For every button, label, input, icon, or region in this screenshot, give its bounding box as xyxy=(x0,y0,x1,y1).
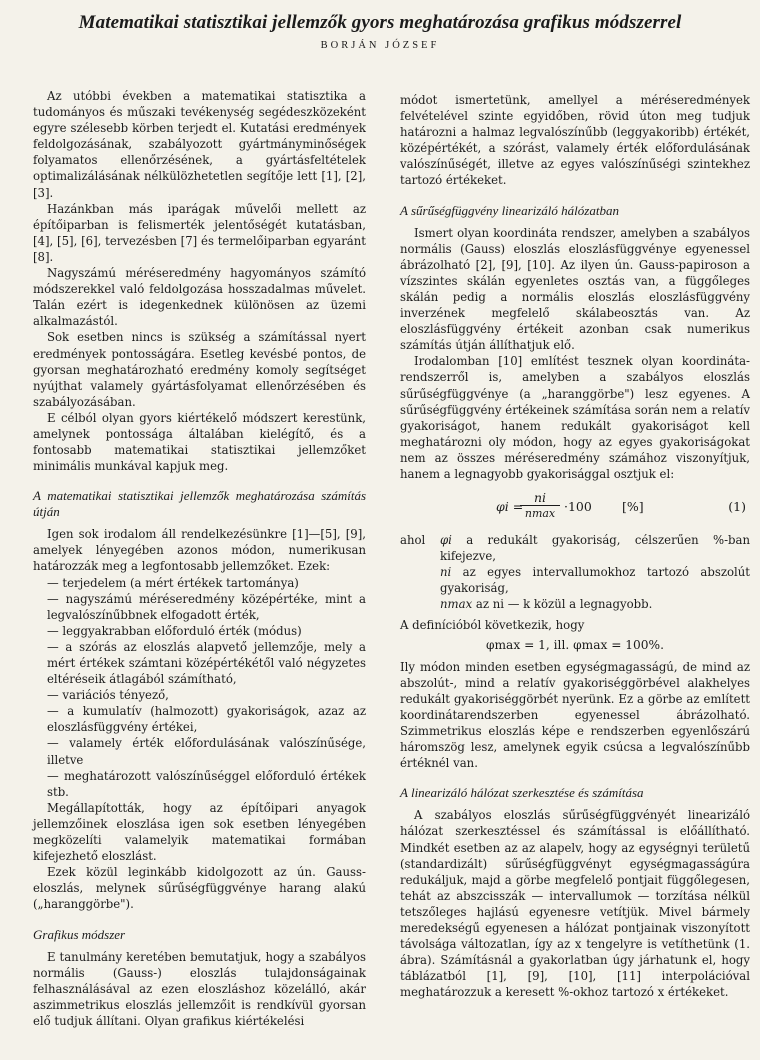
paragraph: Nagyszámú méréseredmény hagyományos számító módszerekkel való feldolgozása hosszadalmas művelet. Talán ezért is idegenkednek különösen az üzemi alkalmazástól. xyxy=(33,266,366,329)
equation-fraction xyxy=(520,490,560,521)
list-item: — nagyszámú méréseredmény középértéke, mint a legvalószínűbbnek elfogadott érték, xyxy=(47,591,366,622)
article-title: Matematikai statisztikai jellemzők gyors meghatározása grafikus módszerrel xyxy=(78,12,682,33)
symbol-definition: a redukált gyakoriság, célszerűen %-ban kifejezve, xyxy=(440,533,750,564)
list-item: — leggyakrabban előforduló érték (módus) xyxy=(47,623,302,638)
equation-unit: [%] xyxy=(622,499,644,515)
symbol: ni xyxy=(440,565,452,580)
where-row xyxy=(400,532,750,564)
paragraph: Igen sok irodalom áll rendelkezésünkre [1]—[5], [9], amelyek lényegében azonos módon, numerikusan határozzák meg a legfontosabb jellemzőket. Ezek: xyxy=(33,527,366,574)
paragraph: Ismert olyan koordináta rendszer, amelyben a szabályos normális (Gauss) eloszlás eloszlásfüggvénye egyenessel ábrázolható [2], [9], [10]. Az ilyen ún. Gauss-papiroson a vízszintes skálán egyenletes osztás van, a függőleges skálán pedig a normális eloszlás eloszlásfüggvény inverzének megfelelő skálabeosztás van. Az eloszlásfüggvény értékeit azonban csak numerikus számítás útján állíthatjuk elő. xyxy=(400,225,750,353)
list-item: — a kumulatív (halmozott) gyakoriságok, azaz az eloszlásfüggvény értékei, xyxy=(47,704,366,735)
section-heading: A linearizáló hálózat szerkesztése és számítása xyxy=(400,785,644,801)
definition-equation: φmax = 1, ill. φmax = 100%. xyxy=(485,637,665,652)
paragraph: módot ismertetünk, amellyel a méréseredmények felvételével szinte egyidőben, rövid úton meg tudjuk határozni a halmaz legvalószínűbb (leggyakoribb) értékét, középértékét, a szórást, valamely érték előfordulásának valószínűségét, illetve az egyes valószínűségi szintekhez tartozó értékeket. xyxy=(400,93,750,188)
equation-number: (1) xyxy=(728,499,746,515)
paragraph: Az utóbbi években a matematikai statisztika a tudományos és műszaki tevékenység segédeszközeként egyre szélesebb körben terjedt el. Kutatási eredmények feldolgozásának, szabályozott gyártmányminőségek folyamatos ellenőrzésének, a gyártásfeltételek optimalizálásának nélkülözhetetlen segítője lett [1], [2], [3]. xyxy=(33,89,366,200)
paragraph: Ily módon minden esetben egységmagasságú, de mind az abszolút-, mind a relatív gyakoriséggörbével alakhelyes redukált gyakoriséggörbét nyerünk. Ez a görbe az említett koordinátarendszerben egyenessel ábrázolható. Szimmetrikus eloszlás képe e rendszerben egyenlőszárú háromszög lesz, amelynek egyik csúcsa a legvalószínűbb értéknél van. xyxy=(400,659,750,771)
list-item: — variációs tényező, xyxy=(47,688,169,703)
where-row xyxy=(400,596,750,612)
section-heading: A sűrűségfüggvény linearizáló hálózatban xyxy=(400,202,619,218)
where-keyword: ahol xyxy=(400,533,426,548)
fraction-numerator: ni xyxy=(520,490,560,506)
symbol-definition: az ni — k közül a legnagyobb. xyxy=(475,597,653,612)
paragraph: E célból olyan gyors kiértékelő módszert kerestünk, amelynek pontossága általában kielégítő, és a fontosabb matematikai statisztikai jellemzőket minimális munkával kapjuk meg. xyxy=(33,410,366,474)
equation-factor: ·100 xyxy=(564,499,592,515)
symbol: nmax xyxy=(440,597,473,612)
equation-1 xyxy=(400,490,750,524)
section-heading: Grafikus módszer xyxy=(33,926,126,942)
paragraph: Ezek közül leginkább kidolgozott az ún. Gauss-eloszlás, melynek sűrűségfüggvénye harang alakú („haranggörbe"). xyxy=(33,865,366,912)
section-heading: A matematikai statisztikai jellemzők meghatározása számítás útján xyxy=(33,488,366,520)
paragraph: A definícióból következik, hogy xyxy=(400,617,585,632)
right-column xyxy=(400,92,750,1001)
equation-lhs: φi = xyxy=(496,499,524,515)
paragraph: Hazánkban más iparágak művelői mellett az építőiparban is felismerték jelentőségét kutatásban, [4], [5], [6], tervezésben [7] és termelőiparban egyaránt [8]. xyxy=(33,201,366,264)
paragraph: Sok esetben nincs is szükség a számítással nyert eredmények pontosságára. Esetleg kevésbé pontos, de gyorsan meghatározható eredmény komoly segítséget nyújthat valamely gyártásfolyamat ellenőrzésében és szabályozásában. xyxy=(33,330,366,409)
list-item: — valamely érték előfordulásának valószínűsége, illetve xyxy=(47,736,366,767)
where-row xyxy=(400,564,750,596)
fraction-denominator: nmax xyxy=(524,507,556,521)
paragraph: E tanulmány keretében bemutatjuk, hogy a szabályos normális (Gauss-) eloszlás tulajdonságainak felhasználásával az ezen eloszláshoz közelálló, akár aszimmetrikus eloszlás jellemzőit is rendkívül gyorsan elő tudjuk állítani. Olyan grafikus kiértékelési xyxy=(33,949,366,1028)
left-column xyxy=(33,88,366,1029)
paragraph: Megállapították, hogy az építőipari anyagok jellemzőinek eloszlása igen sok esetben lényegében megközelíti valamelyik matematikai formában kifejezhető eloszlást. xyxy=(33,800,366,864)
list-item: — meghatározott valószínűséggel előforduló értékek stb. xyxy=(47,768,366,799)
symbol: φi xyxy=(440,533,452,548)
paragraph: Irodalomban [10] említést tesznek olyan koordináta-rendszerről is, amelyben a szabályos eloszlás sűrűségfüggvénye (a „haranggörbe") lesz egyenes. A sűrűségfüggvény értékeinek számítása során nem a relatív gyakoriságot, hanem redukált gyakoriságot kell meghatározni oly módon, hogy az egyes gyakoriságokat nem az összes méréseredmény számához viszonyítjuk, hanem a legnagyobb gyakorisággal osztjuk el: xyxy=(400,354,750,481)
paragraph: A szabályos eloszlás sűrűségfüggvényét linearizáló hálózat szerkesztéssel és számítással is előállítható. Mindkét esetben az az alapelv, hogy az egységnyi területű (standardizált) sűrűségfüggvényt egységmagasságúra redukáljuk, majd a görbe megfelelő pontjait függőlegesen, tehát az abszcisszák — intervallumok — torzítása nélkül tetszőleges hajlású egyenesre vetítjük. Mivel bármely meredekségű egyenesen a hálózat pontjainak viszonyított távolsága változatlan, így az x tengelyre is vetíthetünk (1. ábra). Számításnál a gyakorlatban úgy járhatunk el, hogy táblázatból [1], [9], [10], [11] interpolációval meghatározzuk a keresett %-okhoz tartozó x értékeket. xyxy=(400,808,750,1000)
list-item: — a szórás az eloszlás alapvető jellemzője, mely a mért értékek számtani középértékétől való négyzetes eltéréseik átlagából számítható, xyxy=(47,639,366,687)
article-author: BORJÁN JÓZSEF xyxy=(320,40,440,51)
symbol-definition: az egyes intervallumokhoz tartozó abszolút gyakoriság, xyxy=(440,565,750,596)
list-item: — terjedelem (a mért értékek tartománya) xyxy=(47,575,299,590)
